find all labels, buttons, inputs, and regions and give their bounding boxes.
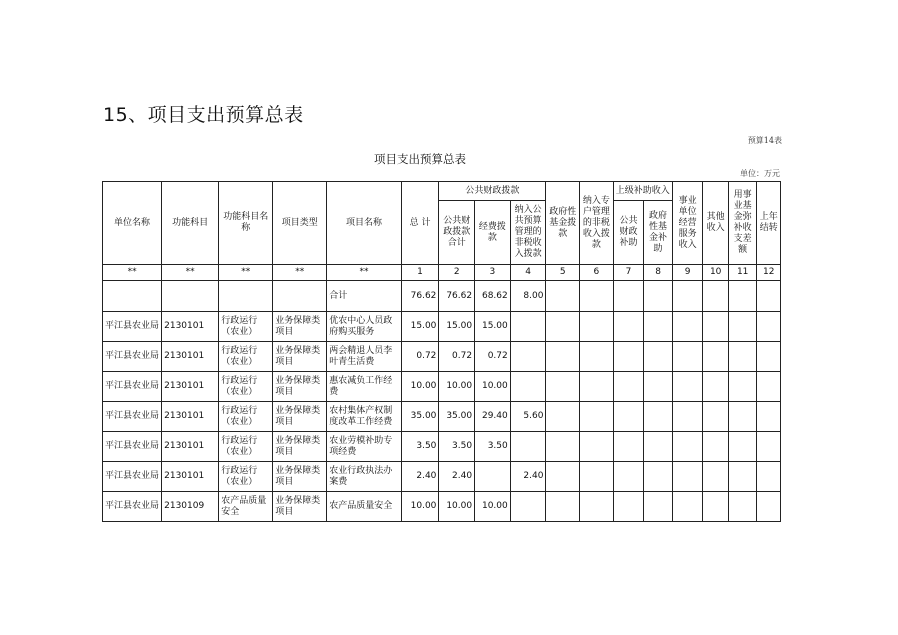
cell-project-name: 两会精退人员李叶青生活费 [327,342,401,372]
index-cell: ** [327,265,401,281]
cell-public-total: 0.72 [439,342,475,372]
index-cell: 3 [475,265,511,281]
index-cell: 5 [546,265,580,281]
cell-code: 2130101 [162,402,219,432]
header-upper-subsidy-group: 上级补助收入 [613,182,672,201]
cell-budget-mgmt [510,312,546,342]
table-row [103,492,781,522]
cell-code: 2130101 [162,432,219,462]
page-heading: 15、项目支出预算总表 [103,104,304,126]
cell-public-total: 15.00 [439,312,475,342]
cell-public-total: 10.00 [439,492,475,522]
cell-func-name: 行政运行（农业） [219,372,273,402]
index-cell: 9 [672,265,703,281]
cell-funding [475,462,511,492]
total-funding: 68.62 [475,281,511,312]
header-public-finance-total: 公共财政拨款合计 [439,201,475,265]
cell-code: 2130101 [162,462,219,492]
header-gov-fund: 政府性基金拨款 [546,182,580,265]
index-cell: 11 [728,265,757,281]
header-funding-allocation: 经费拨款 [475,201,511,265]
cell-type: 业务保障类项目 [273,342,327,372]
header-carryover-fund: 用事业基金弥补收支差额 [728,182,757,265]
header-total: 总 计 [401,182,439,265]
cell-project-name: 优农中心人员政府购买服务 [327,312,401,342]
cell-total: 0.72 [401,342,439,372]
header-unit-name: 单位名称 [103,182,162,265]
cell-project-name: 农村集体产权制度改革工作经费 [327,402,401,432]
cell-public-total: 3.50 [439,432,475,462]
cell-public-total: 10.00 [439,372,475,402]
cell-budget-mgmt: 2.40 [510,462,546,492]
cell-funding: 0.72 [475,342,511,372]
header-project-type: 项目类型 [273,182,327,265]
cell-funding: 10.00 [475,492,511,522]
unit-note: 单位：万元 [740,169,780,178]
cell-type: 业务保障类项目 [273,492,327,522]
header-row-1 [103,182,781,201]
cell-funding: 10.00 [475,372,511,402]
index-cell: ** [273,265,327,281]
cell-unit: 平江县农业局 [103,462,162,492]
cell-unit: 平江县农业局 [103,432,162,462]
total-row [103,281,781,312]
total-total: 76.62 [401,281,439,312]
cell-func-name: 行政运行（农业） [219,312,273,342]
cell-func-name: 行政运行（农业） [219,342,273,372]
cell-project-name: 惠农减负工作经费 [327,372,401,402]
cell-code: 2130101 [162,372,219,402]
header-other-income: 其他收入 [703,182,728,265]
table-row [103,372,781,402]
cell-budget-mgmt [510,432,546,462]
cell-total: 10.00 [401,492,439,522]
index-cell: 2 [439,265,475,281]
header-upper-gov-fund: 政府性基金补助 [644,201,673,265]
table-row [103,342,781,372]
cell-unit: 平江县农业局 [103,402,162,432]
index-cell: 12 [757,265,781,281]
header-public-finance-group: 公共财政拨款 [439,182,546,201]
table-row [103,402,781,432]
index-cell: 4 [510,265,546,281]
table-row [103,462,781,492]
cell-code: 2130109 [162,492,219,522]
cell-unit: 平江县农业局 [103,372,162,402]
cell-total: 2.40 [401,462,439,492]
cell-unit: 平江县农业局 [103,342,162,372]
cell-total: 10.00 [401,372,439,402]
table-title: 项目支出预算总表 [374,152,466,166]
index-row [103,265,781,281]
header-fiscal-account: 纳入专户管理的非税收入拨款 [580,182,614,265]
header-func-subject: 功能科目 [162,182,219,265]
total-budget-mgmt: 8.00 [510,281,546,312]
cell-funding: 3.50 [475,432,511,462]
cell-type: 业务保障类项目 [273,402,327,432]
index-cell: ** [219,265,273,281]
cell-budget-mgmt [510,492,546,522]
header-func-subject-name: 功能科目名称 [219,182,273,265]
cell-budget-mgmt: 5.60 [510,402,546,432]
cell-public-total: 2.40 [439,462,475,492]
header-project-name: 项目名称 [327,182,401,265]
header-business-income: 事业单位经营服务收入 [672,182,703,265]
budget-table [102,181,781,522]
index-cell: 1 [401,265,439,281]
cell-func-name: 行政运行（农业） [219,402,273,432]
table-row [103,432,781,462]
index-cell: ** [103,265,162,281]
cell-type: 业务保障类项目 [273,312,327,342]
cell-public-total: 35.00 [439,402,475,432]
total-label: 合计 [327,281,401,312]
cell-func-name: 行政运行（农业） [219,462,273,492]
cell-total: 35.00 [401,402,439,432]
cell-budget-mgmt [510,342,546,372]
cell-type: 业务保障类项目 [273,462,327,492]
index-cell: 7 [613,265,644,281]
cell-type: 业务保障类项目 [273,432,327,462]
header-budget-mgmt: 纳入公共预算管理的非税收入拨款 [510,201,546,265]
index-cell: 6 [580,265,614,281]
index-cell: 10 [703,265,728,281]
form-number: 预算14表 [747,136,782,145]
cell-func-name: 农产品质量安全 [219,492,273,522]
cell-unit: 平江县农业局 [103,492,162,522]
cell-code: 2130101 [162,312,219,342]
cell-project-name: 农业行政执法办案费 [327,462,401,492]
table-row [103,312,781,342]
header-upper-public: 公共财政补助 [613,201,644,265]
cell-project-name: 农业劳模补助专项经费 [327,432,401,462]
cell-project-name: 农产品质量安全 [327,492,401,522]
index-cell: ** [162,265,219,281]
cell-type: 业务保障类项目 [273,372,327,402]
cell-func-name: 行政运行（农业） [219,432,273,462]
cell-budget-mgmt [510,372,546,402]
cell-funding: 15.00 [475,312,511,342]
header-last-year: 上年结转 [757,182,781,265]
cell-unit: 平江县农业局 [103,312,162,342]
cell-code: 2130101 [162,342,219,372]
index-cell: 8 [644,265,673,281]
cell-funding: 29.40 [475,402,511,432]
total-public-total: 76.62 [439,281,475,312]
cell-total: 15.00 [401,312,439,342]
cell-total: 3.50 [401,432,439,462]
